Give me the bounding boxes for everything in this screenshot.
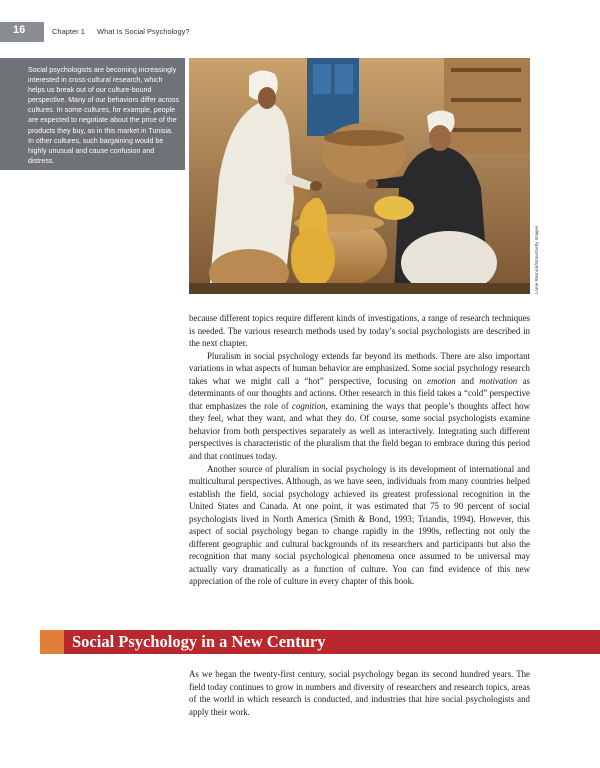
market-scene-illustration bbox=[189, 58, 530, 294]
page-number-box bbox=[0, 22, 44, 42]
term-motivation: motivation bbox=[479, 375, 518, 386]
paragraph-pluralism-part: , examining the ways that people’s thoughts affect how they feel, what they want, and what they do. Of course, some social psychologists examine behavior from both perspectives separately as well as interactively. Integrating such different perspectives is characteristic of the pluralism that the field began to embrace during this period and that continues today. bbox=[189, 400, 530, 462]
page-number: 16 bbox=[13, 24, 26, 36]
market-photo bbox=[189, 58, 530, 294]
paragraph-pluralism-part: Pluralism in social psychology extends far beyond its methods. There are also important variations in what aspects of human behavior are emphasized. Some social psychology research takes what we might call a “hot” perspective, focusing on bbox=[189, 350, 530, 386]
chapter-label: Chapter 1 bbox=[52, 27, 85, 36]
body-text-upper bbox=[189, 312, 530, 588]
section-title: Social Psychology in a New Century bbox=[72, 632, 326, 651]
figure-caption: Social psychologists are becoming increasingly interested in cross-cultural research, which helps us break out of our culture-bound perspective. Many of our behaviors differ across cultures. In some cultures, for example, people are expected to negotiate about the price of the products they buy, as in this market in Tunisia. In other cultures, such bargaining would be highly unusual and cause confusion and distress. bbox=[28, 66, 179, 165]
paragraph-new-century: As we began the twenty-first century, social psychology began its second hundred years. The field today continues to grow in numbers and diversity of researchers and research topics, areas of the world in which research is conducted, and industries that hire social psychologists and apply their work. bbox=[189, 669, 530, 717]
section-heading-accent bbox=[40, 630, 64, 654]
paragraph-pluralism bbox=[189, 350, 530, 463]
term-emotion: emotion bbox=[427, 375, 456, 386]
paragraph-pluralism-part: and bbox=[455, 375, 480, 386]
paragraph-pluralism-part: as determinants of our thoughts and actions. Other research in this field takes a “cold” perspective that emphasizes the role of bbox=[189, 375, 530, 411]
body-text-lower bbox=[189, 668, 530, 718]
paragraph-multicultural: Another source of pluralism in social psychology is its development of international and multicultural perspectives. Although, as we have seen, individuals from many countries helped establish the field, social psychology achieved its greatest professional recognition in the United States and Canada. At one point, it was estimated that 75 to 90 percent of social psychologists lived in North America (Smith & Bond, 1993; Triandis, 1994). However, this aspect of social psychology began to change rapidly in the 1990s, reflecting not only the different geographic and cultural backgrounds of its researchers and participants but also the recognition that many social psychological phenomena once assumed to be universal may actually vary dramatically as a function of culture. You can find evidence of this new appreciation of the role of culture in every chapter of this book. bbox=[189, 463, 530, 587]
figure-caption-box bbox=[0, 58, 185, 170]
running-head bbox=[52, 27, 190, 36]
term-cognition: cognition bbox=[292, 400, 326, 411]
chapter-title: What Is Social Psychology? bbox=[97, 27, 190, 36]
section-heading-bar bbox=[40, 630, 600, 654]
page-header bbox=[0, 22, 600, 42]
photo-credit: Lorne Resnick/Stone/Getty Images bbox=[534, 225, 539, 294]
paragraph-methods: because different topics require different kinds of investigations, a range of research techniques is needed. The various research methods used by today’s social psychologists are described in the next chapter. bbox=[189, 313, 530, 349]
